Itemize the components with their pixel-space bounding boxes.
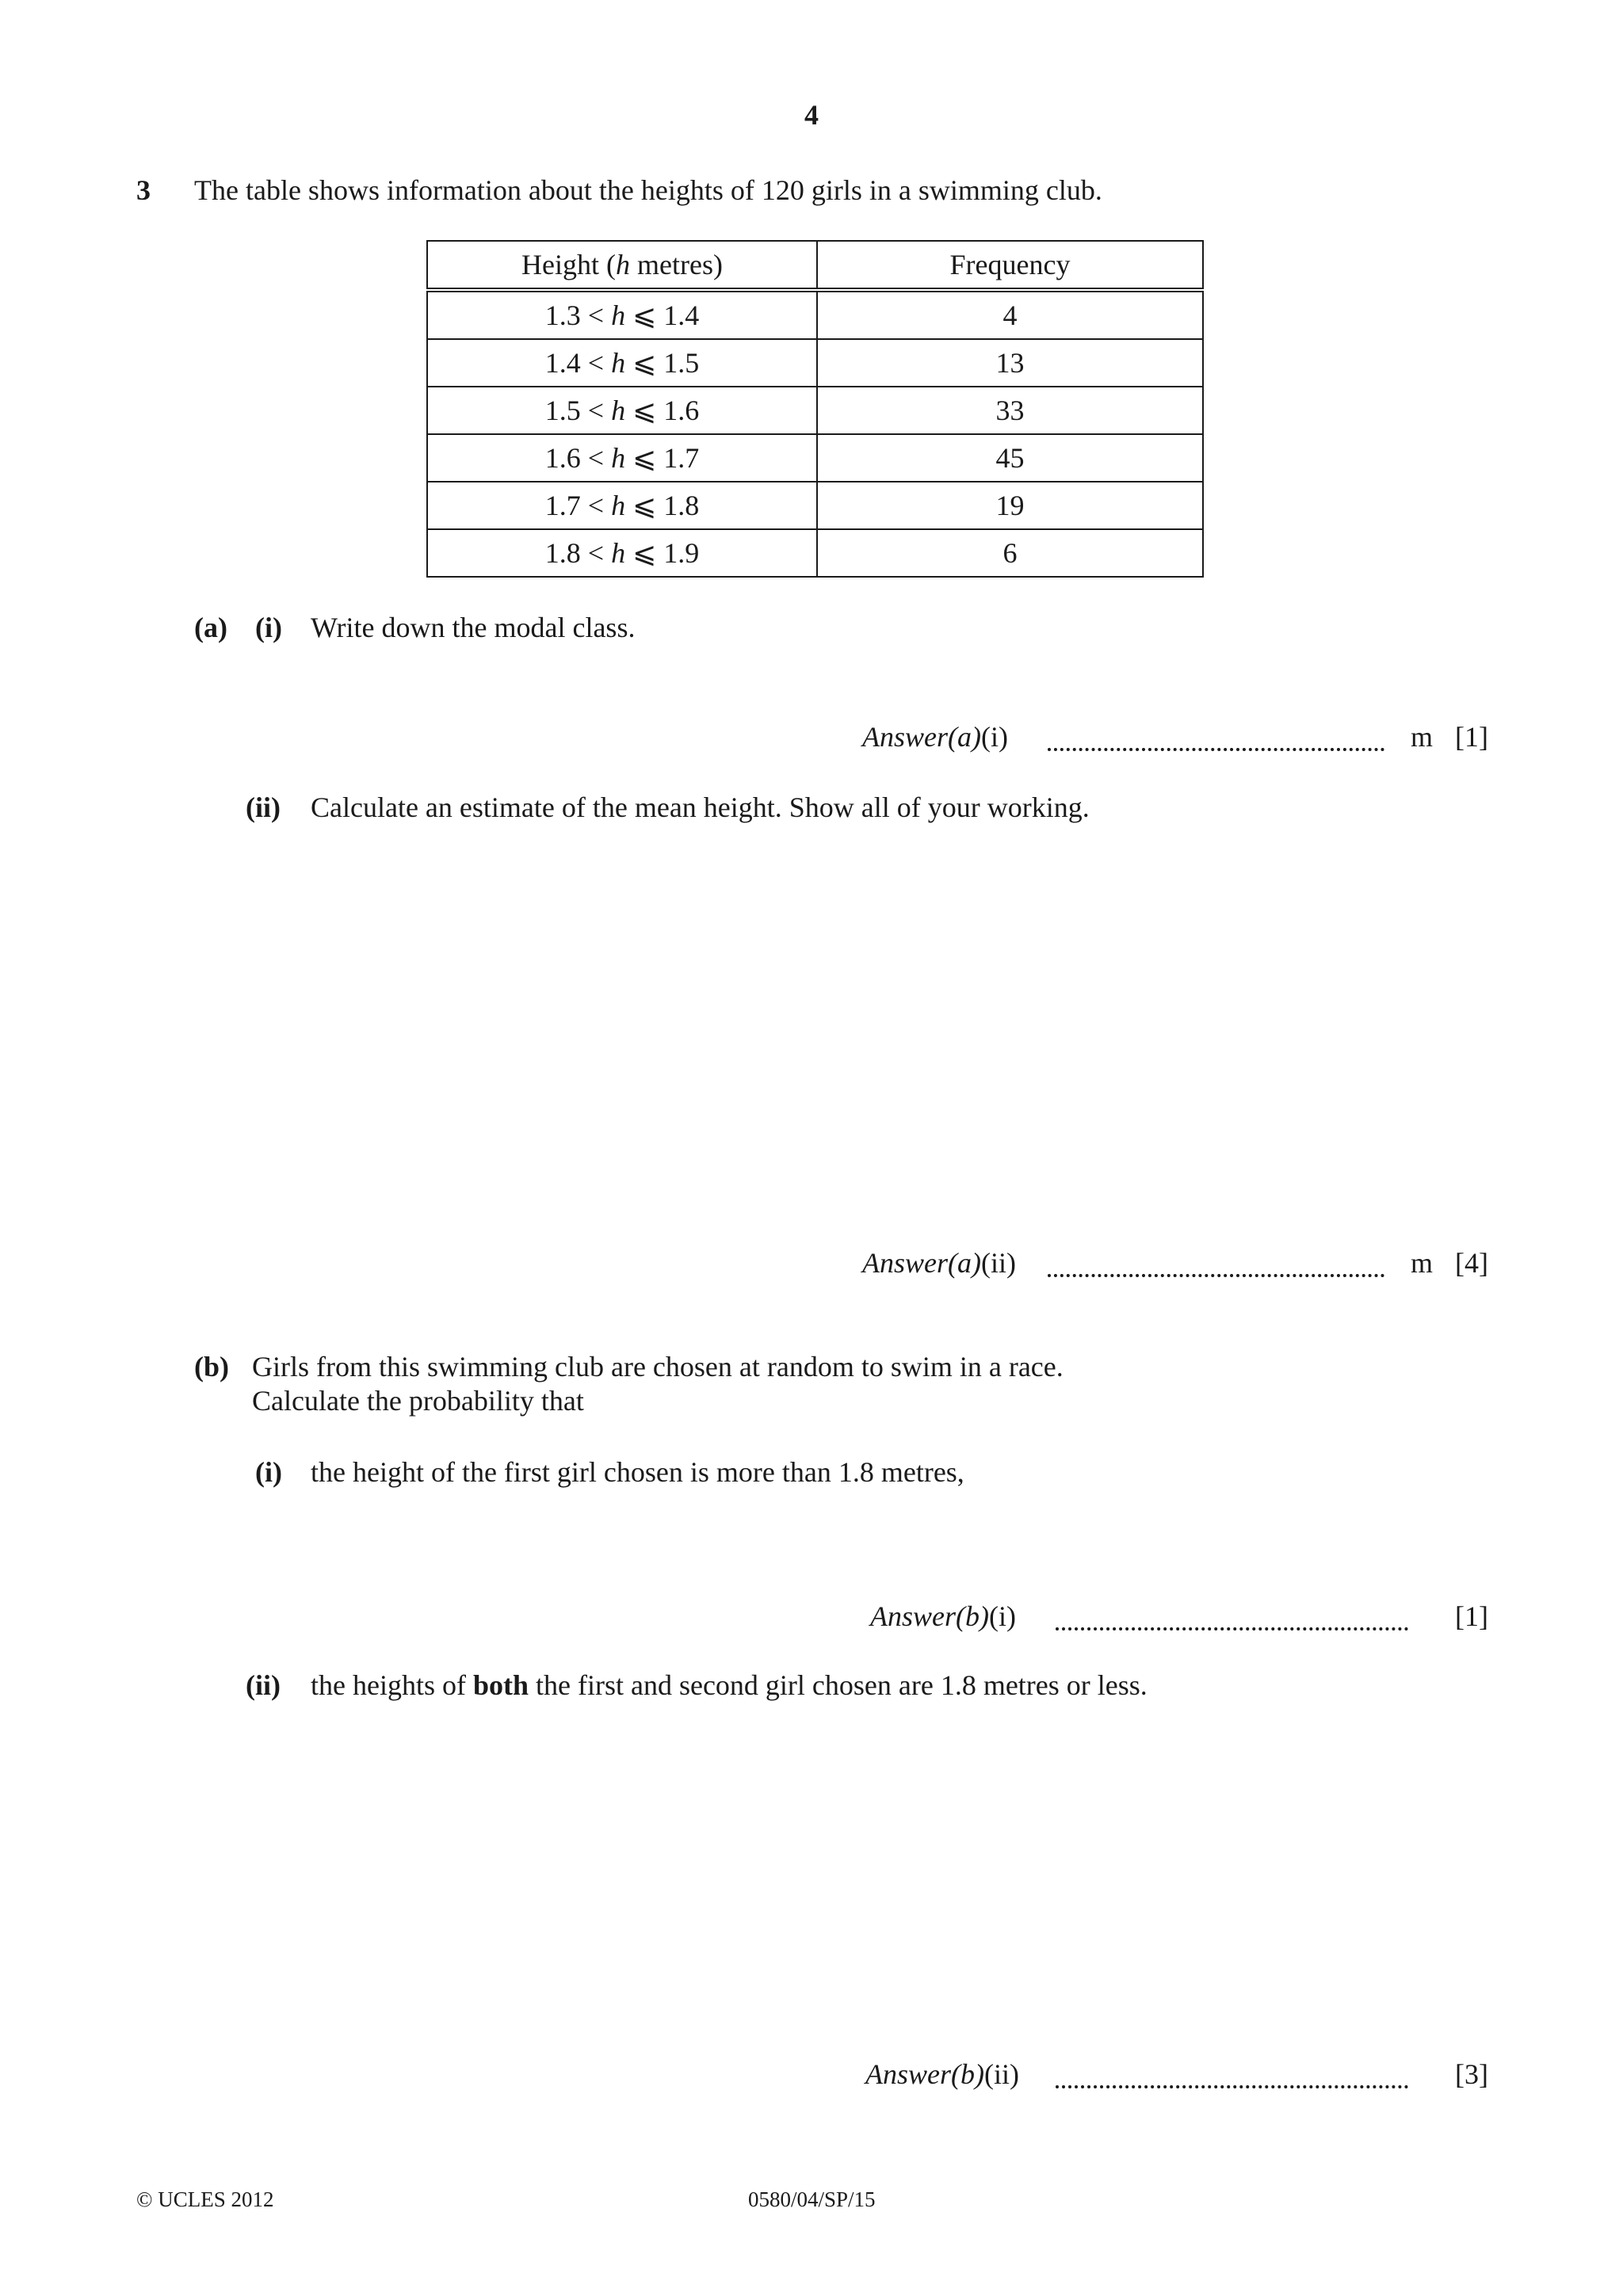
part-b-intro-line2: Calculate the probability that (252, 1385, 584, 1417)
answer-a-ii-marks: [4] (1455, 1247, 1488, 1279)
frequency-table (426, 240, 1204, 578)
table-header-row (427, 241, 1203, 290)
answer-b-i-marks: [1] (1455, 1600, 1488, 1632)
frequency-cell: 4 (817, 290, 1203, 339)
answer-a-ii-label: Answer(a)(ii) (862, 1247, 1016, 1279)
height-interval-cell: 1.8 < h ⩽ 1.9 (427, 529, 817, 577)
answer-a-ii-line[interactable] (1048, 1274, 1384, 1277)
height-interval-cell: 1.6 < h ⩽ 1.7 (427, 434, 817, 482)
answer-b-i-line[interactable] (1056, 1627, 1408, 1630)
table-row (427, 339, 1203, 387)
part-a-i-label: (i) (255, 612, 282, 643)
answer-b-i-label: Answer(b)(i) (870, 1600, 1016, 1632)
part-a-label: (a) (194, 612, 227, 643)
frequency-cell: 6 (817, 529, 1203, 577)
answer-b-ii-line[interactable] (1056, 2085, 1408, 2088)
part-b-label: (b) (194, 1351, 229, 1383)
frequency-cell: 13 (817, 339, 1203, 387)
answer-a-ii-unit: m (1411, 1247, 1434, 1279)
part-a-ii-label: (ii) (246, 791, 281, 823)
answer-a-i-line[interactable] (1048, 748, 1384, 751)
frequency-cell: 45 (817, 434, 1203, 482)
table-row (427, 434, 1203, 482)
part-a-ii-question: Calculate an estimate of the mean height. Show all of your working. (311, 791, 1090, 823)
table-row (427, 482, 1203, 529)
height-column-header: Height (h metres) (427, 241, 817, 290)
footer-paper-code: 0580/04/SP/15 (748, 2187, 876, 2211)
part-b-intro-line1: Girls from this swimming club are chosen at random to swim in a race. (252, 1351, 1064, 1383)
height-interval-cell: 1.5 < h ⩽ 1.6 (427, 387, 817, 434)
answer-a-i-unit: m (1411, 721, 1434, 753)
frequency-cell: 19 (817, 482, 1203, 529)
height-interval-cell: 1.3 < h ⩽ 1.4 (427, 290, 817, 339)
part-a-i-question: Write down the modal class. (311, 612, 636, 643)
height-interval-cell: 1.4 < h ⩽ 1.5 (427, 339, 817, 387)
part-b-i-label: (i) (255, 1456, 282, 1488)
table-row (427, 290, 1203, 339)
answer-a-i-label: Answer(a)(i) (862, 721, 1008, 753)
page-number: 4 (804, 99, 819, 131)
part-b-i-question: the height of the first girl chosen is more than 1.8 metres, (311, 1456, 964, 1488)
frequency-cell: 33 (817, 387, 1203, 434)
part-b-ii-label: (ii) (246, 1669, 281, 1701)
height-interval-cell: 1.7 < h ⩽ 1.8 (427, 482, 817, 529)
frequency-column-header: Frequency (817, 241, 1203, 290)
question-stem: The table shows information about the heights of 120 girls in a swimming club. (194, 174, 1102, 206)
part-b-ii-question: the heights of both the first and second girl chosen are 1.8 metres or less. (311, 1669, 1148, 1701)
answer-b-ii-marks: [3] (1455, 2058, 1488, 2090)
table-row (427, 529, 1203, 577)
footer-copyright: © UCLES 2012 (136, 2187, 274, 2211)
answer-a-i-marks: [1] (1455, 721, 1488, 753)
question-number: 3 (136, 174, 151, 206)
table-row (427, 387, 1203, 434)
answer-b-ii-label: Answer(b)(ii) (865, 2058, 1019, 2090)
